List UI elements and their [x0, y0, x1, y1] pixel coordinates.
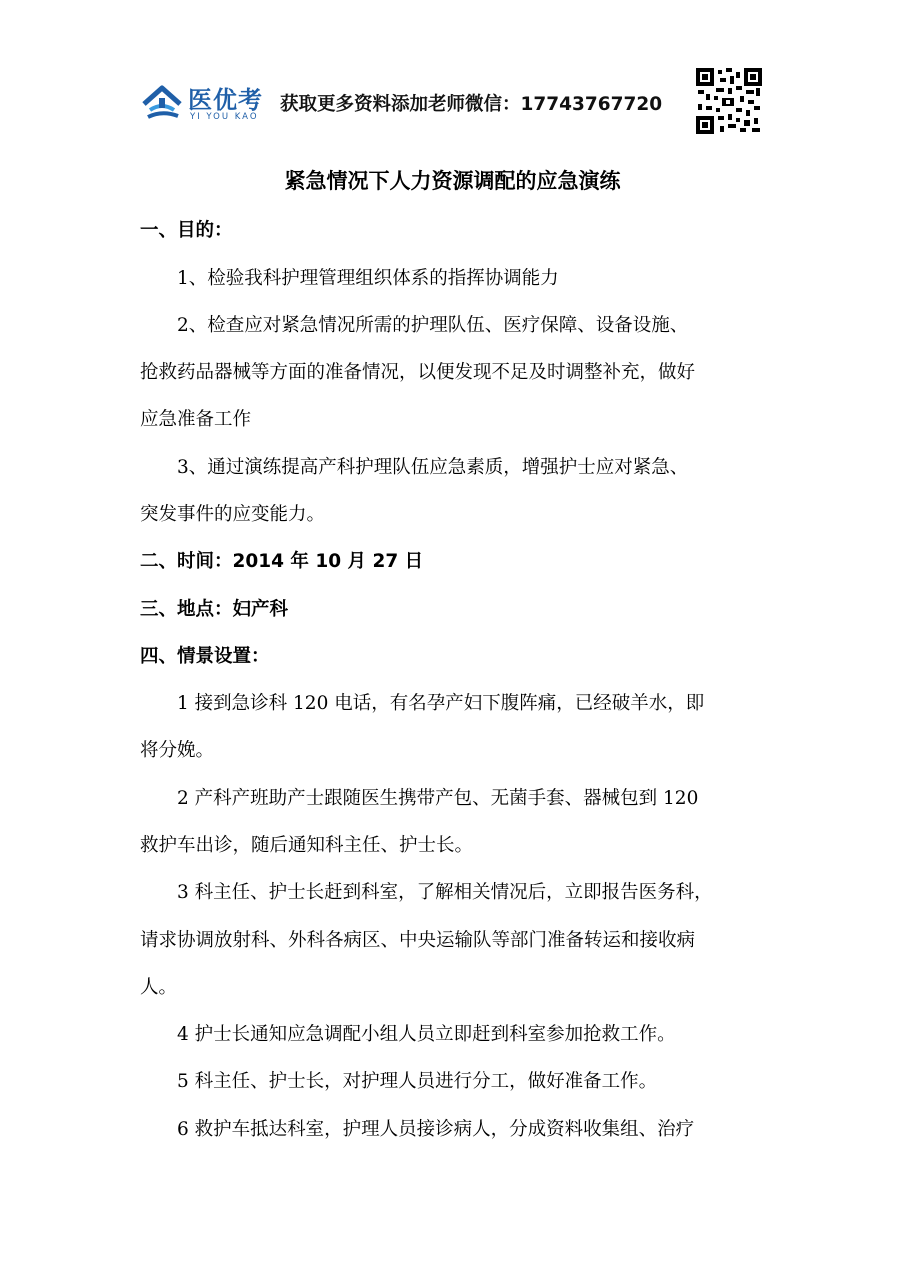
- document-title: 紧急情况下人力资源调配的应急演练: [284, 169, 621, 193]
- contact-text: 获取更多资料添加老师微信：17743767720: [280, 94, 663, 115]
- section-heading-scenario: 四、情景设置：: [140, 646, 270, 667]
- paragraph-line: 应急准备工作: [140, 409, 252, 430]
- paragraph-line: 3、通过演练提高产科护理队伍应急素质，增强护士应对紧急、: [177, 457, 689, 478]
- paragraph-line: 救护车出诊，随后通知科主任、护士长。: [140, 835, 474, 856]
- paragraph-line: 请求协调放射科、外科各病区、中央运输队等部门准备转运和接收病: [140, 930, 696, 951]
- logo: [140, 76, 280, 126]
- paragraph-line: 5 科主任、护士长，对护理人员进行分工，做好准备工作。: [177, 1071, 658, 1092]
- logo-text: 医优考: [188, 86, 263, 114]
- paragraph-line: 1 接到急诊科 120 电话，有名孕产妇下腹阵痛，已经破羊水，即: [177, 693, 705, 714]
- page-header: [140, 68, 765, 134]
- paragraph-line: 突发事件的应变能力。: [140, 504, 326, 525]
- paragraph-line: 人。: [140, 977, 178, 998]
- paragraph-line: 2、检查应对紧急情况所需的护理队伍、医疗保障、设备设施、: [177, 315, 689, 336]
- paragraph-line: 3 科主任、护士长赶到科室，了解相关情况后，立即报告医务科，: [177, 882, 713, 903]
- logo-subtext: YI YOU KAO: [190, 112, 259, 122]
- paragraph-line: 4 护士长通知应急调配小组人员立即赶到科室参加抢救工作。: [177, 1024, 676, 1045]
- paragraph-line: 6 救护车抵达科室，护理人员接诊病人，分成资料收集组、治疗: [177, 1119, 695, 1140]
- section-heading-location: 三、地点：妇产科: [140, 599, 289, 620]
- paragraph-line: 1、检验我科护理管理组织体系的指挥协调能力: [177, 268, 559, 289]
- logo-icon: [140, 80, 184, 124]
- paragraph-line: 抢救药品器械等方面的准备情况，以便发现不足及时调整补充，做好: [140, 362, 696, 383]
- paragraph-line: 2 产科产班助产士跟随医生携带产包、无菌手套、器械包到 120: [177, 788, 699, 809]
- qr-code-icon[interactable]: [696, 68, 762, 134]
- section-heading-purpose: 一、目的：: [140, 220, 233, 241]
- section-heading-time: 二、时间：2014 年 10 月 27 日: [140, 551, 424, 572]
- paragraph-line: 将分娩。: [140, 740, 215, 761]
